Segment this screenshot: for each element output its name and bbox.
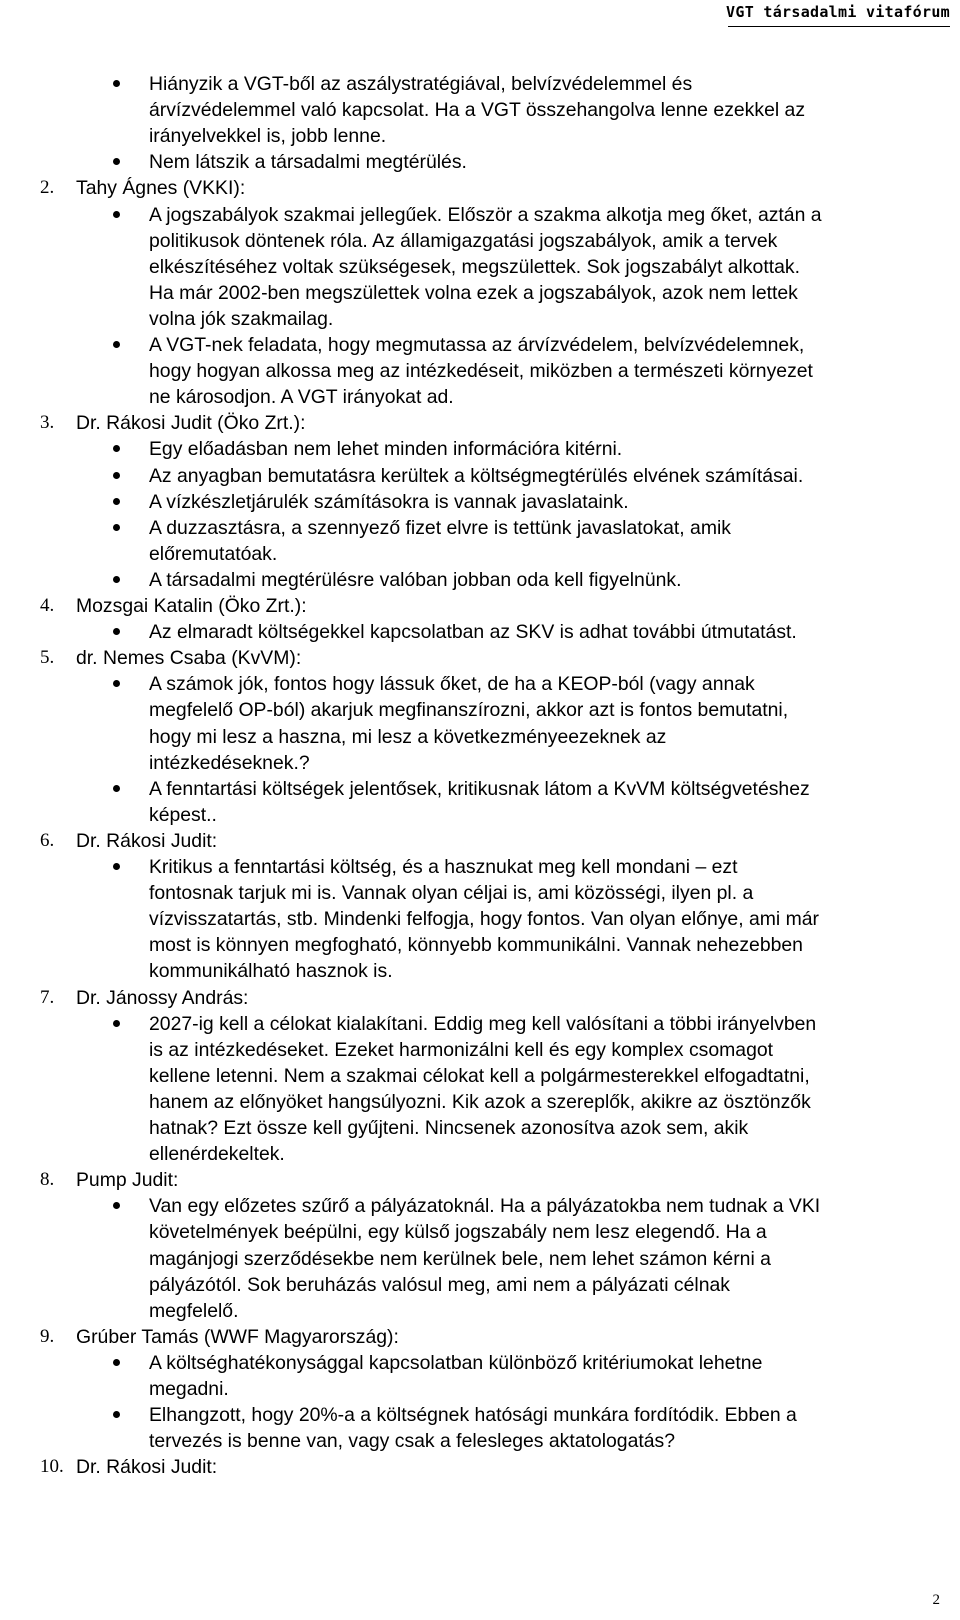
speaker-number: 2. [40,177,55,199]
speaker-number: 7. [40,986,55,1008]
speaker-name: dr. Nemes Csaba (KvVM): [76,647,302,670]
page-number: 2 [932,1592,940,1608]
bullet-text-line: A VGT-nek feladata, hogy megmutassa az árvízvédelem, belvízvédelemnek, [149,334,805,356]
bullet-text-line: A számok jók, fontos hogy lássuk őket, de ha a KEOP-ból (vagy annak [149,673,755,696]
bullet-text-line: előremutatóak. [149,542,278,565]
bullet-text-line: politikusok döntenek róla. Az államigazgatási jogszabályok, amik a tervek [149,229,778,252]
bullet-text-line: kommunikálható hasznok is. [149,960,393,983]
bullet-text-line: megfelelő OP-ból) akarjuk megfinanszírozni, akkor azt is fontos bemutatni, [149,699,789,722]
bullet-text-line: Az elmaradt költségekkel kapcsolatban az SKV is adhat további útmutatást. [149,621,797,644]
bullet-text-line: hogy hogyan alkossa meg az intézkedéseit, miközben a természeti környezet [149,360,813,383]
bullet-text-line: A fenntartási költségek jelentősek, kritikusnak látom a KvVM költségvetéshez [149,777,810,800]
bullet-text-line: ne károsodjon. A VGT irányokat ad. [149,386,454,409]
bullet-text-line: kellene letenni. Nem a szakmai célokat kell a polgármesterekkel elfogadtatni, [149,1064,810,1087]
bullet-text-line: irányelvekkel is, jobb lenne. [149,125,387,148]
bullet-text-line: 2027-ig kell a célokat kialakítani. Eddig meg kell valósítani a többi irányelvben [149,1012,817,1035]
bullet-text-line: A társadalmi megtérülésre valóban jobban oda kell figyelnünk. [149,568,682,591]
bullet-text-line: fontosnak tarjuk mi is. Vannak olyan céljai is, ami közösségi, ilyen pl. a [149,882,754,905]
speaker-number: 10. [40,1456,64,1478]
bullet-text-line: megfelelő. [149,1299,239,1322]
bullet-icon [113,1020,120,1027]
bullet-text-line: Hiányzik a VGT-ből az aszálystratégiával, belvízvédelemmel és [149,73,693,95]
header-title: VGT társadalmi vitafórum [726,3,950,21]
bullet-text-line: volna jók szakmailag. [149,307,334,330]
bullet-text-line: képest.. [149,803,217,826]
speaker-number: 3. [40,412,55,434]
speaker-number: 4. [40,595,55,616]
bullet-text-line: pályázótól. Sok beruházás valósul meg, ami nem a pályázati célnak [149,1273,730,1296]
bullet-text-line: hatnak? Ezt össze kell gyűjteni. Nincsenek azonosítva azok sem, akik [149,1117,749,1139]
bullet-text-line: intézkedéseknek.? [149,751,310,774]
bullet-icon [113,863,120,870]
speaker-number: 6. [40,829,55,851]
speaker-name: Pump Judit: [76,1169,179,1192]
bullet-icon [113,524,120,531]
bullet-icon [113,498,120,505]
bullet-icon [113,445,120,452]
bullet-text-line: elkészítéséhez voltak szükségesek, megszülettek. Sok jogszabályt alkottak. [149,255,800,278]
bullet-text-line: Ha már 2002-ben megszülettek volna ezek a jogszabályok, azok nem lettek [149,281,798,304]
bullet-icon [113,628,120,635]
speaker-name: Mozsgai Katalin (Öko Zrt.): [76,595,307,617]
bullet-icon [113,1202,120,1209]
bullet-text-line: Nem látszik a társadalmi megtérülés. [149,151,467,174]
bullet-text-line: Kritikus a fenntartási költség, és a hasznukat meg kell mondani – ezt [149,856,738,878]
bullet-icon [113,341,120,348]
bullet-text-line: Van egy előzetes szűrő a pályázatoknál. Ha a pályázatokba nem tudnak a VKI [149,1195,821,1218]
speaker-name: Tahy Ágnes (VKKI): [76,177,246,200]
bullet-text-line: most is könnyen megfogható, könnyebb kommunikálni. Vannak nehezebben [149,934,803,957]
bullet-text-line: ellenérdekeltek. [149,1143,285,1166]
bullet-text-line: A jogszabályok szakmai jellegűek. Először a szakma alkotja meg őket, aztán a [149,203,822,226]
speaker-number: 9. [40,1325,55,1347]
bullet-text-line: Egy előadásban nem lehet minden információra kitérni. [149,438,623,461]
bullet-text-line: A duzzasztásra, a szennyező fizet elvre is tettünk javaslatokat, amik [149,516,731,539]
speaker-name: Dr. Jánossy András: [76,986,249,1009]
bullet-icon [113,211,120,218]
bullet-text-line: követelmények beépülni, egy külső jogszabály nem lesz elegendő. Ha a [149,1221,767,1244]
bullet-text-line: tervezés is benne van, vagy csak a felesleges aktatologatás? [149,1430,676,1453]
speaker-number: 8. [40,1169,55,1191]
bullet-text-line: A költséghatékonysággal kapcsolatban különböző kritériumokat lehetne [149,1351,763,1374]
bullet-text-line: magánjogi szerződésekbe nem kerülnek bele, nem lehet számon kérni a [149,1247,771,1270]
page-header [728,0,950,27]
bullet-icon [113,1359,120,1366]
bullet-text-line: vízvisszatartás, stb. Mindenki felfogja, hogy fontos. Van olyan előnye, ami már [149,908,820,931]
bullet-text-line: megadni. [149,1378,229,1400]
speaker-name: Dr. Rákosi Judit: [76,829,218,852]
speaker-name: Grúber Tamás (WWF Magyarország): [76,1325,399,1348]
bullet-icon [113,472,120,479]
bullet-icon [113,680,120,687]
speaker-number: 5. [40,647,55,669]
speaker-name: Dr. Rákosi Judit (Öko Zrt.): [76,412,306,435]
bullet-text-line: Elhangzott, hogy 20%-a a költségnek hatósági munkára fordítódik. Ebben a [149,1404,797,1427]
bullet-icon [113,158,120,165]
bullet-text-line: hanem az előnyöket hangsúlyozni. Kik azok a szereplők, akikre az ösztönzők [149,1090,811,1113]
bullet-icon [113,576,120,583]
bullet-text-line: Az anyagban bemutatásra kerültek a költségmegtérülés elvének számításai. [149,464,804,487]
bullet-text-line: árvízvédelemmel való kapcsolat. Ha a VGT összehangolva lenne ezekkel az [149,99,806,122]
bullet-text-line: A vízkészletjárulék számításokra is vannak javaslataink. [149,490,629,513]
bullet-icon [113,1411,120,1418]
bullet-text-line: hogy mi lesz a haszna, mi lesz a következményeezeknek az [149,725,667,748]
bullet-text-line: is az intézkedéseket. Ezeket harmonizálni kell és egy komplex csomagot [149,1038,774,1061]
bullet-icon [113,80,120,87]
speaker-name: Dr. Rákosi Judit: [76,1456,218,1479]
bullet-icon [113,785,120,792]
